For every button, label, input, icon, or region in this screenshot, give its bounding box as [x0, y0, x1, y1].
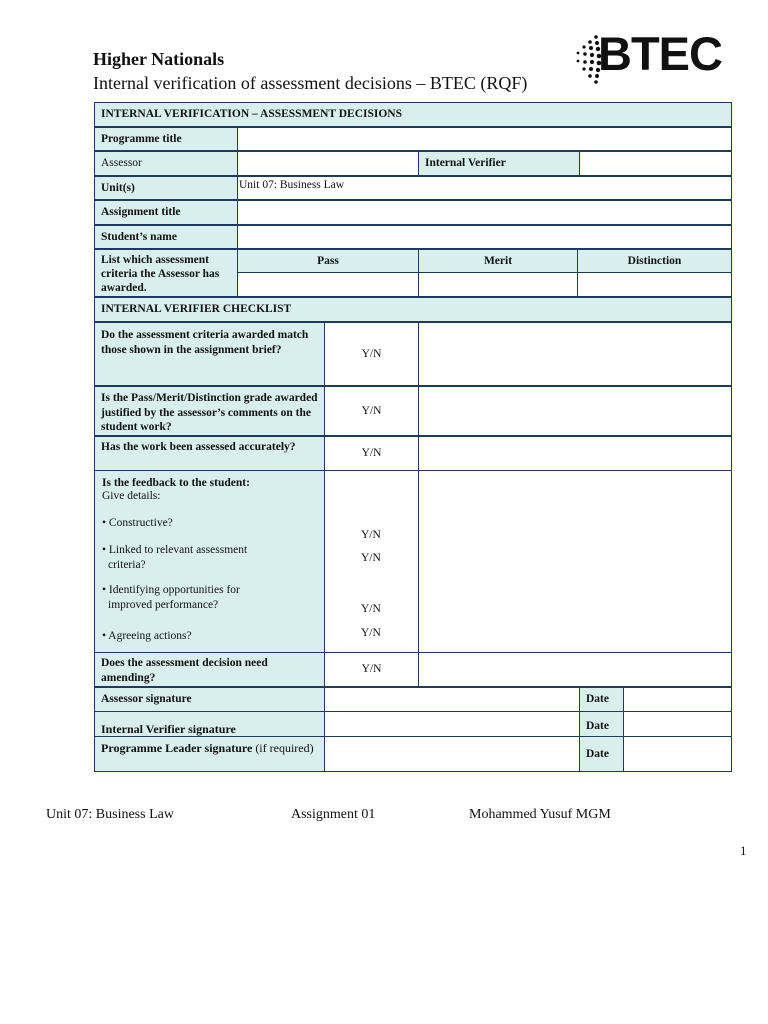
question-decision-amending: Does the assessment decision need amending?: [94, 652, 325, 687]
question-feedback: [94, 470, 325, 653]
feedback-give-details: Give details:: [102, 490, 161, 502]
document-heading: Higher Nationals: [93, 49, 225, 69]
comment-criteria-match[interactable]: [418, 322, 732, 386]
assessor-date-field[interactable]: [623, 687, 732, 712]
units-field[interactable]: Unit 07: Business Law: [237, 176, 732, 200]
question-grade-justified: Is the Pass/Merit/Distinction grade awarded justified by the assessor’s comments on the student work?: [94, 386, 325, 436]
assessor-date-label: Date: [579, 687, 624, 712]
comment-grade-justified[interactable]: [418, 386, 732, 436]
distinction-criteria-field[interactable]: [577, 272, 732, 297]
footer-assignment: Assignment 01: [291, 807, 376, 822]
student-name-label: Student’s name: [94, 225, 238, 249]
feedback-title: Is the feedback to the student:: [102, 477, 250, 489]
feedback-item-opportunities: • Identifying opportunities for improved performance?: [102, 584, 240, 611]
assessor-signature-label: Assessor signature: [94, 687, 325, 712]
answer-criteria-match[interactable]: Y/N: [324, 322, 419, 386]
student-name-field[interactable]: [237, 225, 732, 249]
pl-date-label: Date: [579, 736, 624, 772]
pl-signature-label: [94, 736, 325, 772]
answer-actions[interactable]: Y/N: [361, 627, 381, 639]
pl-signature-field[interactable]: [324, 736, 580, 772]
iv-date-field[interactable]: [623, 711, 732, 737]
assignment-title-field[interactable]: [237, 200, 732, 225]
footer-unit: Unit 07: Business Law: [46, 807, 174, 822]
pl-signature-label-note: (if required): [252, 741, 314, 755]
grade-distinction-header: Distinction: [577, 249, 732, 273]
answer-grade-justified[interactable]: Y/N: [324, 386, 419, 436]
iv-signature-field[interactable]: [324, 711, 580, 737]
assessor-label: Assessor: [94, 151, 238, 176]
pl-signature-label-bold: Programme Leader signature: [101, 741, 253, 755]
internal-verifier-field[interactable]: [579, 151, 732, 176]
merit-criteria-field[interactable]: [418, 272, 578, 297]
feedback-item-linked: • Linked to relevant assessment criteria?: [102, 544, 248, 571]
grade-pass-header: Pass: [237, 249, 419, 273]
comment-assessed-accurately[interactable]: [418, 436, 732, 471]
feedback-item-constructive: • Constructive?: [102, 517, 173, 529]
question-criteria-match: Do the assessment criteria awarded match those shown in the assignment brief?: [94, 322, 325, 386]
grade-merit-header: Merit: [418, 249, 578, 273]
comment-feedback[interactable]: [418, 470, 732, 653]
pass-criteria-field[interactable]: [237, 272, 419, 297]
logo-wordmark: BTEC: [598, 27, 722, 80]
feedback-item-actions: • Agreeing actions?: [102, 630, 192, 642]
programme-title-field[interactable]: [237, 127, 732, 151]
criteria-awarded-label: List which assessment criteria the Assessor has awarded.: [94, 249, 238, 297]
iv-date-label: Date: [579, 711, 624, 737]
answer-linked[interactable]: Y/N: [361, 552, 381, 564]
iv-signature-label: Internal Verifier signature: [94, 711, 325, 737]
footer-author: Mohammed Yusuf MGM: [469, 807, 611, 822]
answer-constructive[interactable]: Y/N: [361, 529, 381, 541]
answer-opportunities[interactable]: Y/N: [361, 603, 381, 615]
pl-date-field[interactable]: [623, 736, 732, 772]
answer-decision-amending[interactable]: Y/N: [324, 652, 419, 687]
answer-assessed-accurately[interactable]: Y/N: [324, 436, 419, 471]
answers-feedback: [324, 470, 419, 653]
page-number: 1: [740, 843, 747, 858]
question-assessed-accurately: Has the work been assessed accurately?: [94, 436, 325, 471]
internal-verifier-label: Internal Verifier: [418, 151, 580, 176]
programme-title-label: Programme title: [94, 127, 238, 151]
assessor-field[interactable]: [237, 151, 419, 176]
assessor-signature-field[interactable]: [324, 687, 580, 712]
assignment-title-label: Assignment title: [94, 200, 238, 225]
comment-decision-amending[interactable]: [418, 652, 732, 687]
btec-logo: [574, 27, 724, 84]
units-label: Unit(s): [94, 176, 238, 200]
section-heading-verification: INTERNAL VERIFICATION – ASSESSMENT DECISIONS: [94, 102, 732, 127]
section-heading-checklist: INTERNAL VERIFIER CHECKLIST: [94, 297, 732, 322]
document-subheading: Internal verification of assessment decisions – BTEC (RQF): [93, 73, 528, 93]
